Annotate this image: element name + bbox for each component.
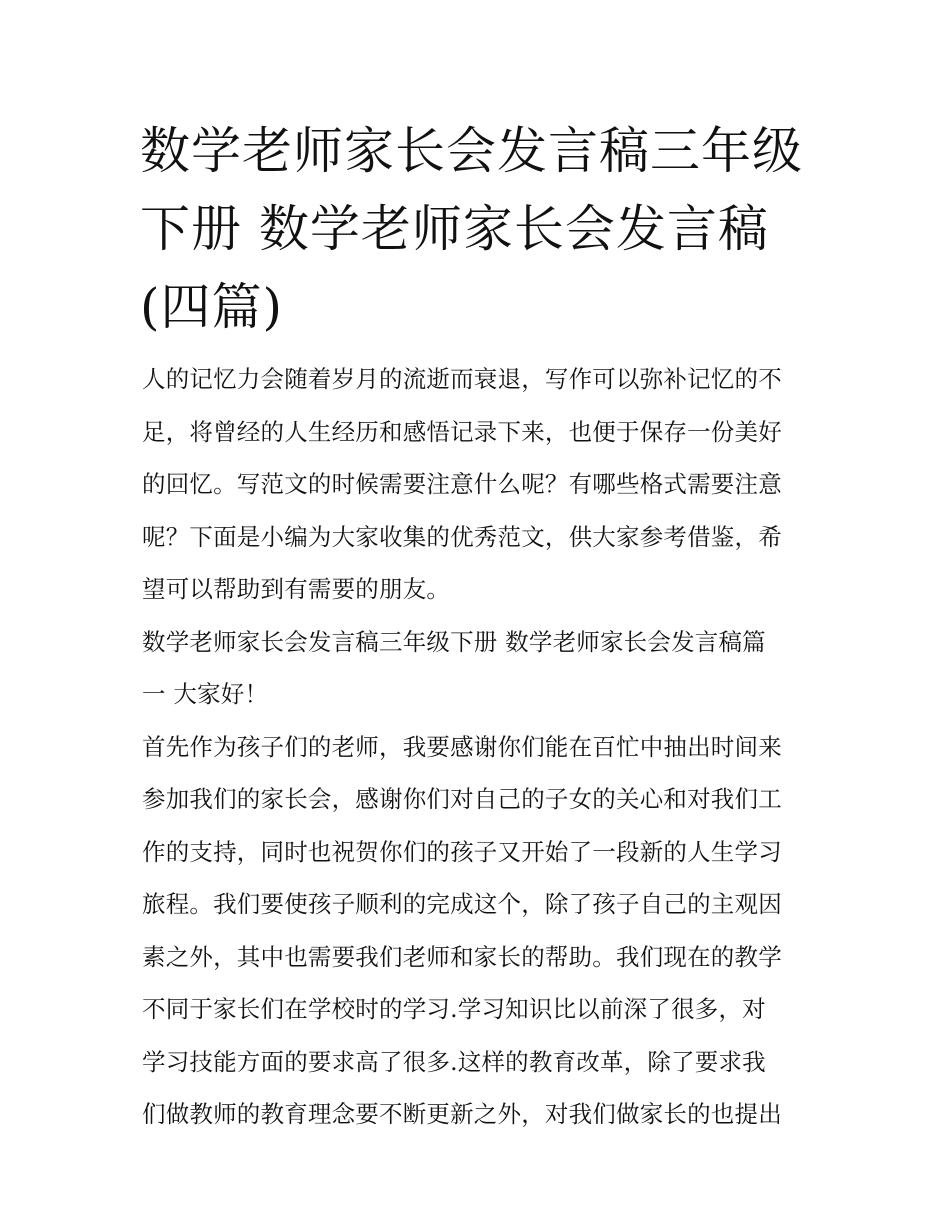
title-line: (四篇) <box>140 278 284 336</box>
text-line: 的回忆。写范文的时候需要注意什么呢？有哪些格式需要注意 <box>142 470 782 498</box>
text-line: 旅程。我们要使孩子顺利的完成这个，除了孩子自己的主观因 <box>142 890 782 918</box>
text-line: 一 大家好！ <box>142 680 269 708</box>
text-line: 人的记忆力会随着岁月的流逝而衰退，写作可以弥补记忆的不 <box>142 365 782 393</box>
text-line: 作的支持，同时也祝贺你们的孩子又开始了一段新的人生学习 <box>142 837 782 866</box>
text-line: 呢？下面是小编为大家收集的优秀范文，供大家参考借鉴，希 <box>142 522 782 551</box>
text-line: 不同于家长们在学校时的学习.学习知识比以前深了很多，对 <box>142 995 766 1023</box>
document-body <box>142 356 817 1144</box>
text-line: 足，将曾经的人生经历和感悟记录下来，也便于保存一份美好 <box>142 417 782 446</box>
text-line: 望可以帮助到有需要的朋友。 <box>142 575 451 603</box>
intro-paragraph <box>142 356 817 619</box>
text-line: 素之外，其中也需要我们老师和家长的帮助。我们现在的教学 <box>142 942 782 971</box>
text-line: 参加我们的家长会，感谢你们对自己的子女的关心和对我们工 <box>142 785 782 813</box>
body-paragraph <box>142 724 817 1144</box>
text-line: 首先作为孩子们的老师，我要感谢你们能在百忙中抽出时间来 <box>142 732 782 761</box>
text-line: 们做教师的教育理念要不断更新之外，对我们做家长的也提出 <box>142 1100 782 1128</box>
title-line: 数学老师家长会发言稿三年级 <box>140 122 803 180</box>
text-line: 数学老师家长会发言稿三年级下册 数学老师家长会发言稿篇 <box>142 627 766 656</box>
title-line: 下册 数学老师家长会发言稿 <box>140 200 769 258</box>
section-heading <box>142 619 817 724</box>
document-title <box>140 112 820 346</box>
text-line: 学习技能方面的要求高了很多.这样的教育改革，除了要求我 <box>142 1047 766 1076</box>
